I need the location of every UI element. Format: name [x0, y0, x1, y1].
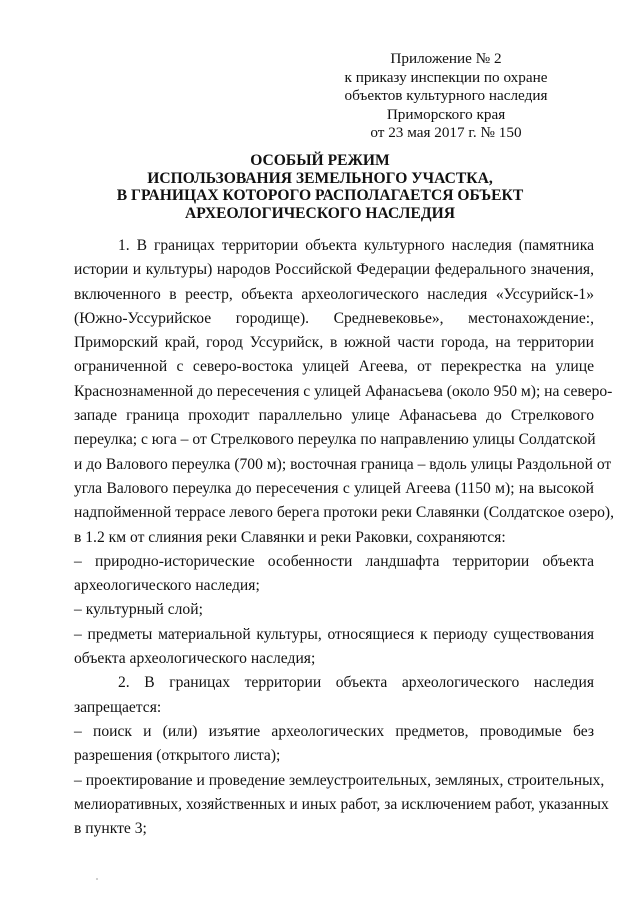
body-line: – природно-исторические особенности ландшафта территории объекта [74, 552, 594, 570]
body-line: мелиоративных, хозяйственных и иных работ, за исключением работ, указанных [74, 795, 609, 813]
title-line: ИСПОЛЬЗОВАНИЯ ЗЕМЕЛЬНОГО УЧАСТКА, [147, 169, 493, 187]
annex-line: к приказу инспекции по охране [344, 68, 548, 86]
body-line: западе граница проходит параллельно улице Афанасьева до Стрелкового [74, 407, 594, 425]
title-line: ОСОБЫЙ РЕЖИМ [250, 152, 390, 169]
body-line: – поиск и (или) изъятие археологических предметов, проводимые без [74, 722, 594, 740]
body-line: запрещается: [74, 698, 162, 716]
body-line: объекта археологического наследия; [74, 650, 316, 668]
body-line: – проектирование и проведение землеустроительных, земляных, строительных, [74, 771, 605, 789]
body-line: археологического наследия; [74, 577, 260, 595]
document-body [74, 234, 615, 841]
body-line: – предметы материальной культуры, относящиеся к периоду существования [74, 625, 594, 643]
body-line: и до Валового переулка (700 м); восточная граница – вдоль улицы Раздольной от [74, 455, 612, 473]
body-line: угла Валового переулка до пересечения с улицей Агеева (1150 м); на высокой [74, 479, 594, 497]
body-line: 1. В границах территории объекта культурного наследия (памятника [118, 237, 594, 254]
body-line: в 1.2 км от слияния реки Славянки и реки Раковки, сохраняются: [74, 528, 506, 546]
body-line: надпойменной террасе левого берега протоки реки Славянки (Солдатское озеро), [74, 504, 615, 522]
body-line: разрешения (открытого листа); [74, 747, 281, 765]
title-line: АРХЕОЛОГИЧЕСКОГО НАСЛЕДИЯ [184, 204, 456, 222]
annex-line: Приложение № 2 [390, 50, 502, 67]
body-line: (Южно-Уссурийское городище). Средневековье», местонахождение:, [74, 309, 594, 327]
title-line: В ГРАНИЦАХ КОТОРОГО РАСПОЛАГАЕТСЯ ОБЪЕКТ [116, 187, 524, 204]
body-line: истории и культуры) народов Российской Федерации федерального значения, [74, 261, 594, 279]
body-line: ограниченной с северо-востока улицей Агеева, от перекрестка на улице [74, 358, 594, 376]
annex-line: от 23 мая 2017 г. № 150 [370, 124, 522, 141]
body-line: в пункте 3; [74, 820, 147, 838]
body-line: Краснознаменной до пересечения с улицей Афанасьева (около 950 м); на северо- [74, 382, 613, 400]
annex-line: объектов культурного наследия [344, 87, 548, 104]
scan-dot [96, 878, 98, 880]
document-title [80, 152, 560, 222]
annex-line: Приморского края [386, 105, 506, 123]
body-line: – культурный слой; [74, 601, 203, 619]
annex-header [330, 50, 562, 143]
body-line: включенного в реестр, объекта археологического наследия «Уссурийск-1» [74, 285, 594, 303]
body-line: переулка; с юга – от Стрелкового переулка по направлению улицы Солдатской [74, 431, 596, 449]
body-line: Приморский край, город Уссурийск, в южной части города, на территории [74, 334, 594, 352]
body-line: 2. В границах территории объекта археологического наследия [118, 674, 594, 692]
